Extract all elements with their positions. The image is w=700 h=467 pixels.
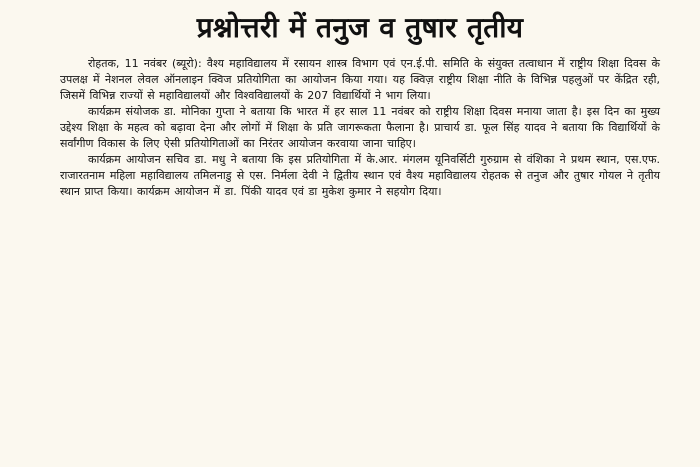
article-body xyxy=(60,56,660,200)
headline: प्रश्नोत्तरी में तनुज व तुषार तृतीय xyxy=(196,11,524,44)
article-paragraph: रोहतक, 11 नवंबर (ब्यूरो): वैश्य महाविद्यालय में रसायन शास्त्र विभाग एवं एन.ई.पी. समिति के संयुक्त तत्वाधान में राष्ट्रीय शिक्षा दिवस के उपलक्ष में नेशनल लेवल ऑनलाइन क्विज प्रतियोगिता का आयोजन किया गया। यह क्विज़ राष्ट्रीय शिक्षा नीति के विभिन्न पहलुओं पर केंद्रित रही, जिसमें विभिन्न राज्यों से महाविद्यालयों और विश्वविद्यालयों के 207 विद्यार्थियों ने भाग लिया। xyxy=(60,57,660,102)
article-paragraph: कार्यक्रम संयोजक डा. मोनिका गुप्ता ने बताया कि भारत में हर साल 11 नवंबर को राष्ट्रीय शिक्षा दिवस मनाया जाता है। इस दिन का मुख्य उद्देश्य शिक्षा के महत्व को बढ़ावा देना और लोगों में शिक्षा के प्रति जागरूकता फैलाना है। प्राचार्य डा. फूल सिंह यादव ने बताया कि विद्यार्थियों के सर्वांगीण विकास के लिए ऐसी प्रतियोगिताओं का निरंतर आयोजन करवाया जाना चाहिए। xyxy=(60,105,660,150)
article-paragraph: कार्यक्रम आयोजन सचिव डा. मधु ने बताया कि इस प्रतियोगिता में के.आर. मंगलम यूनिवर्सिटी गुरुग्राम से वंशिका ने प्रथम स्थान, एस.एफ. राजारतनाम महिला महाविद्यालय तमिलनाडु से एस. निर्मला देवी ने द्वितीय स्थान एवं वैश्य महाविद्यालय रोहतक से तनुज और तुषार गोयल ने तृतीय स्थान प्राप्त किया। कार्यक्रम आयोजन में डा. पिंकी यादव एवं डा मुकेश कुमार ने सहयोग दिया। xyxy=(60,153,660,198)
